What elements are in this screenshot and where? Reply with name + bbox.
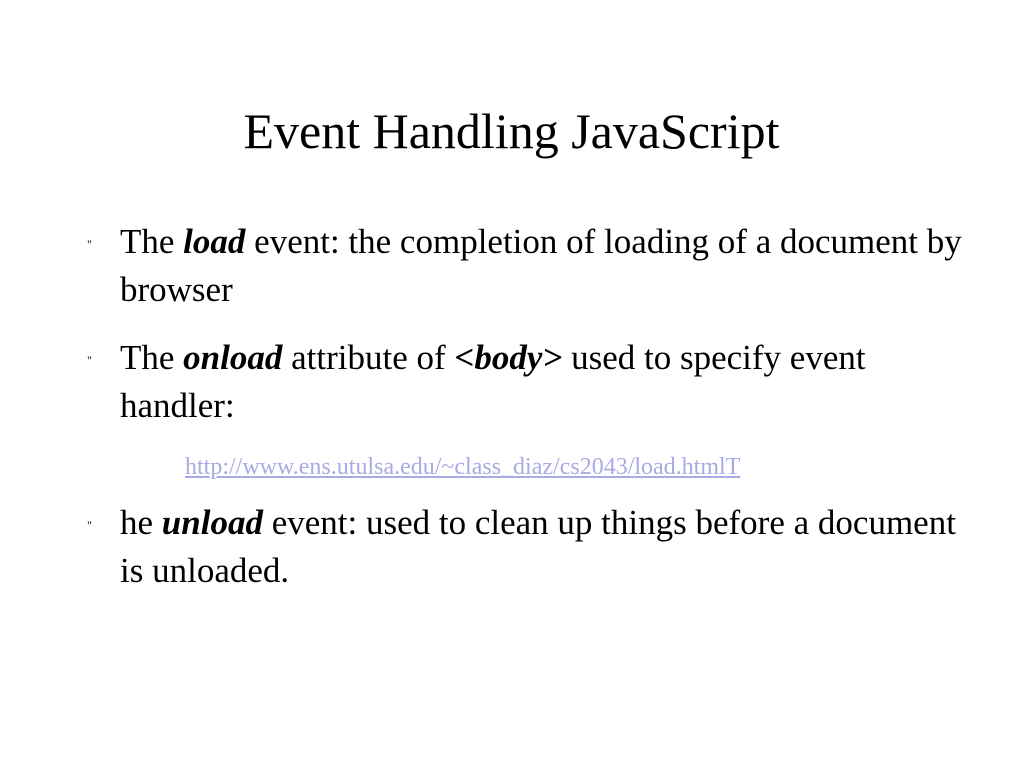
bullet-load-event bbox=[120, 218, 980, 314]
bullet-text: attribute of bbox=[282, 338, 455, 377]
bullet-unload-event bbox=[120, 499, 980, 595]
bullet-marker: " bbox=[87, 353, 92, 367]
bullet-text: The bbox=[120, 338, 184, 377]
bullet-text: he bbox=[120, 503, 162, 542]
bullet-onload-attribute bbox=[120, 334, 980, 430]
bullet-text: The bbox=[120, 222, 184, 261]
bullet-keyword-onload: onload bbox=[183, 338, 283, 377]
bullet-text: event: the completion of loading of a document by browser bbox=[120, 222, 962, 309]
bullet-marker: " bbox=[87, 518, 92, 532]
example-link[interactable]: http://www.ens.utulsa.edu/~class_diaz/cs2043/load.htmlT bbox=[185, 454, 741, 480]
bullet-text: used to specify event handler: bbox=[120, 338, 866, 425]
bullet-text: event: used to clean up things before a document is unloaded. bbox=[120, 503, 956, 590]
slide-title: Event Handling JavaScript bbox=[243, 103, 780, 159]
bullet-marker: " bbox=[87, 237, 92, 251]
bullet-keyword-body-tag: <body> bbox=[454, 338, 563, 377]
bullet-keyword-load: load bbox=[183, 222, 246, 261]
bullet-keyword-unload: unload bbox=[161, 503, 263, 542]
